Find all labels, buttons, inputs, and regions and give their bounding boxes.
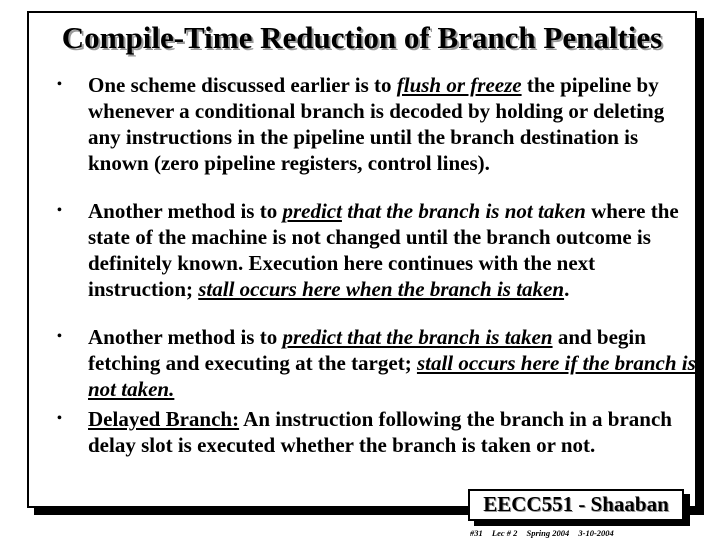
bullet-dot-icon: • bbox=[57, 203, 62, 218]
footer-lecture: Lec # 2 bbox=[491, 528, 518, 538]
bullet-run: An instruction following the branch in a branch delay slot is executed whether the branch is taken or not. bbox=[88, 407, 672, 457]
bullet-run: predict bbox=[282, 199, 342, 223]
bullet-text bbox=[88, 73, 664, 175]
bullet-text bbox=[88, 407, 672, 457]
bullet-run: stall occurs here if the branch is not taken. bbox=[88, 351, 696, 401]
bullet-run: One scheme discussed earlier is to bbox=[88, 73, 397, 97]
bullet-dot-icon: • bbox=[57, 411, 62, 426]
bullet-run: Another method is to bbox=[88, 325, 283, 349]
bullet-item bbox=[57, 72, 697, 176]
footer-term: Spring 2004 bbox=[526, 528, 570, 538]
footer-date: 3-10-2004 bbox=[578, 528, 614, 538]
footer-slide-number: #31 bbox=[470, 528, 483, 538]
course-badge bbox=[468, 489, 684, 521]
bullet-run: flush or freeze bbox=[396, 73, 522, 97]
slide-footer bbox=[470, 528, 710, 538]
bullet-run: Another method is to bbox=[88, 199, 283, 223]
bullet-run: . bbox=[564, 277, 570, 301]
bullet-run: predict that the branch is taken bbox=[282, 325, 553, 349]
bullet-run: that the branch is not taken bbox=[341, 199, 586, 223]
bullet-item bbox=[57, 406, 697, 458]
course-badge-text: EECC551 - Shaaban bbox=[483, 492, 669, 516]
bullet-text bbox=[88, 199, 679, 301]
bullet-run: Delayed Branch: bbox=[88, 407, 240, 431]
bullet-run: where the state of the machine is not changed until the branch outcome is definitely known. Execution here continues with the next instruction; bbox=[88, 199, 679, 301]
bullet-text bbox=[88, 325, 696, 401]
slide-title: Compile-Time Reduction of Branch Penalties bbox=[61, 20, 663, 55]
bullet-item bbox=[57, 324, 697, 402]
bullet-dot-icon: • bbox=[57, 329, 62, 344]
bullet-run: stall occurs here when the branch is taken bbox=[198, 277, 565, 301]
bullet-dot-icon: • bbox=[57, 77, 62, 92]
bullet-run: the pipeline by whenever a conditional branch is decoded by holding or deleting any instructions in the pipeline until the branch destination is known (zero pipeline registers, control lines). bbox=[88, 73, 665, 175]
bullet-run: and begin fetching and executing at the target; bbox=[88, 325, 646, 375]
bullet-item bbox=[57, 198, 697, 302]
bullet-list bbox=[57, 72, 697, 458]
